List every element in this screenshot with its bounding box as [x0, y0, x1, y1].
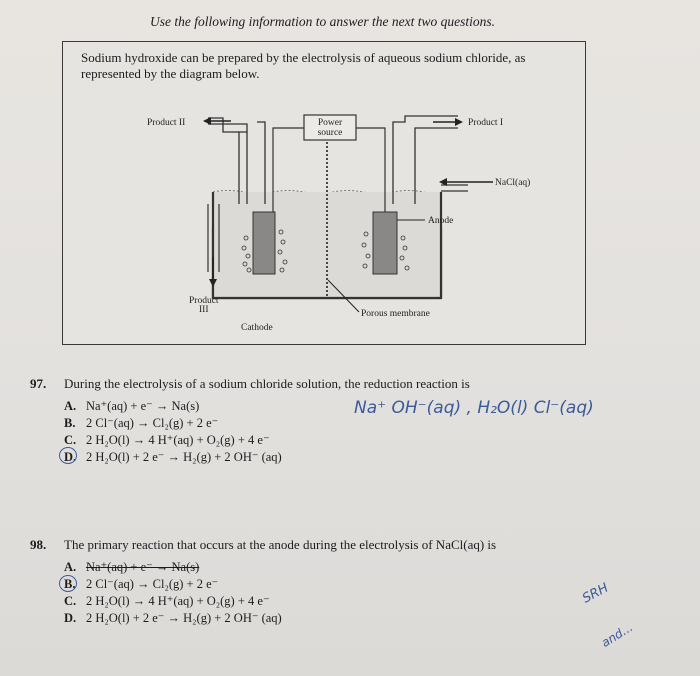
power-source-label-1: Power — [317, 118, 343, 128]
question-number: 98. — [30, 537, 47, 552]
handwritten-note-98a: SRH — [580, 580, 611, 607]
instructions-header: Use the following information to answer the next two questions. — [150, 14, 495, 29]
power-source-label-2: source — [317, 128, 343, 138]
choice-d[interactable]: D. 2 H₂O(l) + 2 e⁻ → H₂(g) + 2 OH⁻ (aq) — [64, 611, 282, 625]
question-number: 97. — [30, 376, 47, 391]
choice-b[interactable]: B. 2 Cl⁻(aq) → Cl₂(g) + 2 e⁻ — [64, 577, 219, 591]
cathode-electrode — [253, 212, 275, 274]
nacl-label: NaCl(aq) — [495, 178, 531, 188]
handwritten-note-97: Na⁺ OH⁻(aq) , H₂O(l) Cl⁻(aq) — [354, 398, 594, 418]
porous-membrane-label: Porous membrane — [361, 309, 430, 319]
answer-circle-97 — [59, 447, 77, 464]
product-i-label: Product I — [468, 118, 504, 128]
cathode-label: Cathode — [241, 323, 273, 333]
electrolysis-cell-diagram — [63, 42, 585, 344]
handwritten-note-98b: and... — [598, 620, 636, 650]
anode-label: Anode — [428, 216, 454, 226]
answer-circle-98 — [59, 575, 77, 592]
choice-a[interactable]: A. Na⁺(aq) + e⁻ → Na(s) — [64, 399, 200, 413]
product-iii-label-2: III — [199, 305, 209, 315]
choice-c[interactable]: C. 2 H₂O(l) → 4 H⁺(aq) + O₂(g) + 4 e⁻ — [64, 433, 270, 447]
question-text: During the electrolysis of a sodium chloride solution, the reduction reaction is — [64, 376, 470, 391]
anode-electrode — [373, 212, 397, 274]
product-iii-label-1: Product — [189, 296, 219, 306]
product-ii-label: Product II — [147, 118, 186, 128]
choice-b[interactable]: B. 2 Cl⁻(aq) → Cl₂(g) + 2 e⁻ — [64, 416, 219, 430]
choice-d[interactable]: D. 2 H₂O(l) + 2 e⁻ → H₂(g) + 2 OH⁻ (aq) — [64, 450, 282, 464]
intro-text: Sodium hydroxide can be prepared by the electrolysis of aqueous sodium chloride, as represented by the diagram below. — [81, 50, 526, 81]
choice-a[interactable]: A. Na⁺(aq) + e⁻ → Na(s) — [64, 560, 200, 574]
question-text: The primary reaction that occurs at the anode during the electrolysis of NaCl(aq) is — [64, 537, 497, 552]
choice-c[interactable]: C. 2 H₂O(l) → 4 H⁺(aq) + O₂(g) + 4 e⁻ — [64, 594, 270, 608]
information-box — [62, 41, 586, 345]
